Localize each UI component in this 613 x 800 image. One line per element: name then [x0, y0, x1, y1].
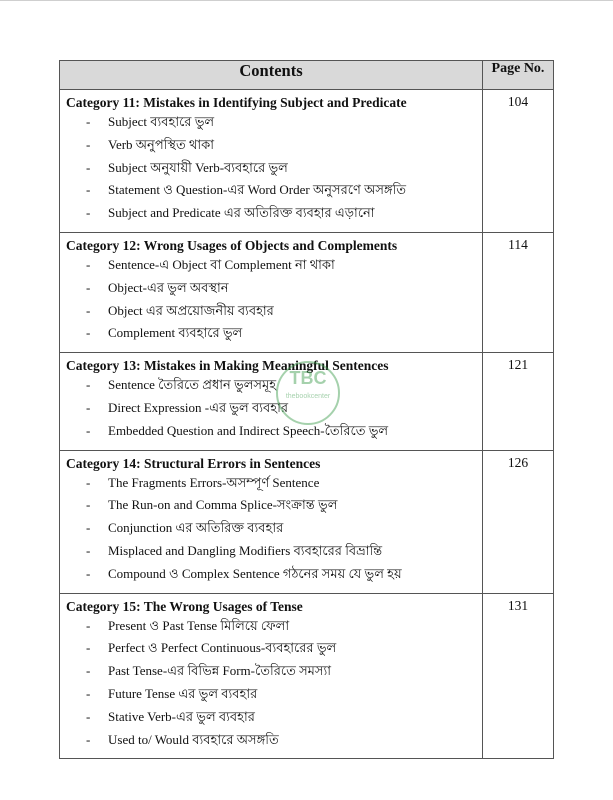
list-item	[66, 254, 482, 277]
page-number: 131	[483, 593, 554, 759]
dash-bullet-icon: -	[86, 663, 91, 679]
category-row	[60, 593, 554, 759]
category-title: Category 13: Mistakes in Making Meaningful Sentences	[66, 358, 389, 374]
list-item-text: Sentence তৈরিতে প্রধান ভুলসমূহ	[108, 377, 277, 393]
list-item-text: Perfect ও Perfect Continuous-ব্যবহারের ভুল	[108, 640, 337, 656]
list-item-text: Conjunction এর অতিরিক্ত ব্যবহার	[108, 520, 284, 536]
list-item-text: Subject ব্যবহারে ভুল	[108, 114, 215, 129]
dash-bullet-icon: -	[86, 325, 91, 341]
list-item	[66, 157, 482, 180]
list-item	[66, 277, 482, 300]
dash-bullet-icon: -	[86, 205, 91, 221]
list-item	[66, 322, 482, 345]
list-item-text: Subject and Predicate এর অতিরিক্ত ব্যবহার এড়ানো	[108, 205, 375, 221]
list-item-text: Direct Expression -এর ভুল ব্যবহার	[108, 399, 288, 415]
page-number: 126	[483, 450, 554, 593]
category-row	[60, 450, 554, 593]
page-number: 121	[483, 353, 554, 450]
list-item	[66, 494, 482, 517]
dash-bullet-icon: -	[86, 542, 91, 558]
dash-bullet-icon: -	[86, 708, 91, 724]
list-item	[66, 300, 482, 323]
list-item	[66, 729, 482, 752]
list-item	[66, 540, 482, 563]
category-cell	[60, 232, 483, 352]
list-item-text: Present ও Past Tense মিলিয়ে ফেলা	[108, 617, 290, 633]
category-row	[60, 232, 554, 352]
list-item-text: Misplaced and Dangling Modifiers ব্যবহারের বিভ্রান্তি	[108, 542, 383, 558]
list-item-text: Future Tense এর ভুল ব্যবহার	[108, 685, 258, 701]
list-item	[66, 420, 482, 443]
dash-bullet-icon: -	[86, 520, 91, 536]
page-number: 104	[483, 90, 554, 233]
category-title: Category 12: Wrong Usages of Objects and Complements	[66, 237, 398, 253]
list-item	[66, 517, 482, 540]
list-item	[66, 179, 482, 202]
dash-bullet-icon: -	[86, 685, 91, 701]
list-item	[66, 111, 482, 134]
dash-bullet-icon: -	[86, 159, 91, 175]
dash-bullet-icon: -	[86, 565, 91, 581]
list-item-text: Sentence-এ Object বা Complement না থাকা	[108, 256, 335, 272]
category-row	[60, 90, 554, 233]
category-title: Category 15: The Wrong Usages of Tense	[66, 598, 303, 614]
dash-bullet-icon: -	[86, 256, 91, 272]
list-item	[66, 706, 482, 729]
list-item	[66, 134, 482, 157]
dash-bullet-icon: -	[86, 497, 91, 513]
list-item	[66, 202, 482, 225]
list-item-text: Object-এর ভুল অবস্থান	[108, 279, 229, 295]
dash-bullet-icon: -	[86, 399, 91, 415]
contents-heading: Contents	[60, 61, 483, 90]
category-cell	[60, 593, 483, 759]
dash-bullet-icon: -	[86, 302, 91, 318]
list-item	[66, 374, 482, 397]
list-item-text: Verb অনুপস্থিত থাকা	[108, 136, 215, 152]
list-item-text: Past Tense-এর বিভিন্ন Form-তৈরিতে সমস্যা	[108, 663, 332, 679]
list-item-text: Statement ও Question-এর Word Order অনুসরণে অসঙ্গতি	[108, 182, 407, 198]
list-item-text: The Run-on and Comma Splice-সংক্রান্ত ভুল	[108, 497, 338, 513]
dash-bullet-icon: -	[86, 617, 91, 633]
list-item	[66, 397, 482, 420]
dash-bullet-icon: -	[86, 182, 91, 198]
list-item-text: Embedded Question and Indirect Speech-তৈরিতে ভুল	[108, 422, 389, 438]
list-item-text: The Fragments Errors-অসম্পূর্ণ Sentence	[108, 474, 320, 490]
dash-bullet-icon: -	[86, 377, 91, 393]
top-rule	[0, 0, 613, 1]
page-number: 114	[483, 232, 554, 352]
dash-bullet-icon: -	[86, 114, 91, 129]
watermark-subtext: thebookcenter	[285, 393, 331, 400]
list-item	[66, 563, 482, 586]
list-item	[66, 683, 482, 706]
list-item-text: Object এর অপ্রয়োজনীয় ব্যবহার	[108, 302, 274, 318]
dash-bullet-icon: -	[86, 422, 91, 438]
watermark-text: TBC	[289, 368, 327, 388]
list-item-text: Used to/ Would ব্যবহারে অসঙ্গতি	[108, 731, 279, 747]
category-cell	[60, 90, 483, 233]
category-cell	[60, 353, 483, 450]
list-item-text: Compound ও Complex Sentence গঠনের সময় যে ভুল হয়	[108, 565, 402, 581]
list-item	[66, 472, 482, 495]
dash-bullet-icon: -	[86, 136, 91, 152]
watermark-logo	[276, 361, 340, 425]
category-title: Category 14: Structural Errors in Sentences	[66, 455, 321, 471]
category-cell	[60, 450, 483, 593]
list-item-text: Stative Verb-এর ভুল ব্যবহার	[108, 708, 255, 724]
list-item-text: Complement ব্যবহারে ভুল	[108, 325, 243, 341]
list-item-text: Subject অনুযায়ী Verb-ব্যবহারে ভুল	[108, 159, 288, 175]
dash-bullet-icon: -	[86, 640, 91, 656]
category-title: Category 11: Mistakes in Identifying Subject and Predicate	[66, 95, 407, 110]
header-row	[60, 61, 554, 90]
dash-bullet-icon: -	[86, 474, 91, 490]
dash-bullet-icon: -	[86, 731, 91, 747]
dash-bullet-icon: -	[86, 279, 91, 295]
page-no-heading: Page No.	[483, 61, 554, 90]
list-item	[66, 615, 482, 638]
list-item	[66, 637, 482, 660]
list-item	[66, 660, 482, 683]
